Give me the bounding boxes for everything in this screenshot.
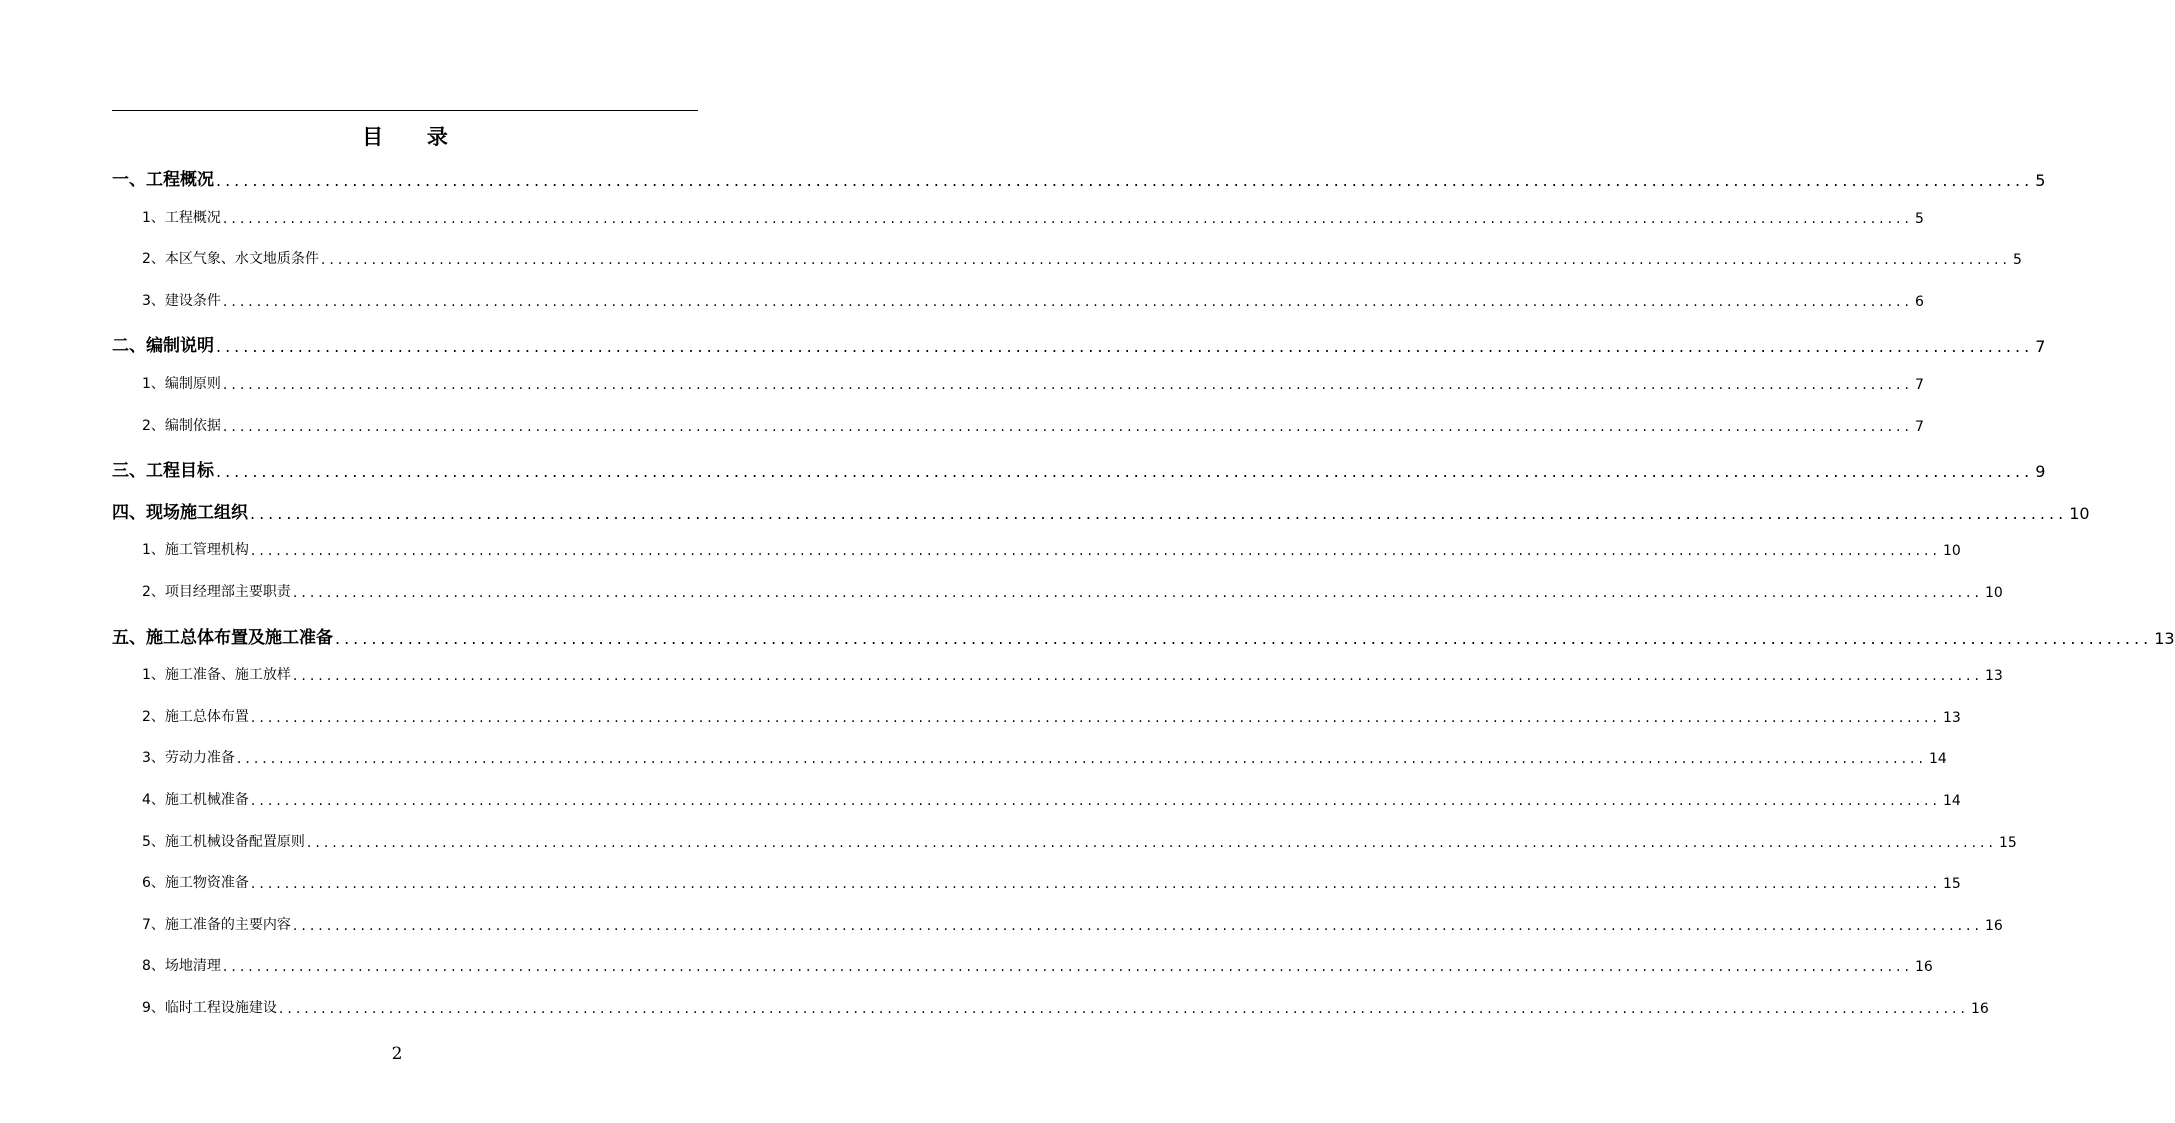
toc-chapter-entry[interactable] xyxy=(112,331,2046,357)
header-rule xyxy=(112,110,698,111)
toc-section-entry[interactable] xyxy=(142,664,2003,685)
toc-dot-leader: ........................................................................................................................................................................................................ xyxy=(222,377,1913,393)
toc-section-entry[interactable] xyxy=(142,789,1961,809)
toc-dot-leader: ........................................................................................................................................................................................................ xyxy=(222,959,1913,976)
toc-dot-leader: ........................................................................................................................................................................................................ xyxy=(250,709,1941,726)
toc-section-entry[interactable] xyxy=(142,747,1947,768)
toc-entry-label: 1、施工管理机构 xyxy=(142,542,249,559)
toc-chapter-entry[interactable] xyxy=(112,165,2046,190)
toc-dot-leader: ........................................................................................................................................................................................................ xyxy=(216,462,2034,482)
toc-section-entry[interactable] xyxy=(142,997,1989,1017)
toc-entry-page: 7 xyxy=(1914,377,1924,393)
toc-dot-leader: ........................................................................................................................................................................................................ xyxy=(292,668,1983,685)
toc-dot-leader: ........................................................................................................................................................................................................ xyxy=(222,418,1913,435)
toc-entry-page: 13 xyxy=(1942,709,1961,726)
toc-entry-page: 5 xyxy=(2035,171,2046,190)
toc-chapter-entry[interactable] xyxy=(112,623,2175,648)
toc-section-entry[interactable] xyxy=(142,872,1961,893)
toc-chapter-entry[interactable] xyxy=(112,498,2090,523)
toc-entry-label: 1、编制原则 xyxy=(142,376,221,392)
toc-section-entry[interactable] xyxy=(142,373,1924,393)
toc-dot-leader: ........................................................................................................................................................................................................ xyxy=(292,917,1983,934)
toc-entry-page: 6 xyxy=(1914,293,1924,310)
toc-entry-page: 16 xyxy=(1914,959,1933,976)
toc-entry-page: 7 xyxy=(1914,418,1924,435)
toc-entry-page: 7 xyxy=(2035,337,2046,357)
toc-entry-page: 15 xyxy=(1998,834,2017,851)
toc-dot-leader: ........................................................................................................................................................................................................ xyxy=(292,585,1983,601)
toc-entry-label: 1、工程概况 xyxy=(142,209,221,226)
toc-chapter-entry[interactable] xyxy=(112,456,2046,482)
toc-entry-page: 14 xyxy=(1942,793,1961,809)
page-number: 2 xyxy=(391,1044,403,1064)
toc-section-entry[interactable] xyxy=(142,914,2003,934)
toc-entry-label: 7、施工准备的主要内容 xyxy=(142,916,291,933)
toc-section-entry[interactable] xyxy=(142,581,2003,601)
toc-entry-label: 一、工程概况 xyxy=(112,170,214,190)
toc-entry-label: 二、编制说明 xyxy=(112,336,214,357)
toc-entry-label: 三、工程目标 xyxy=(112,461,214,482)
toc-dot-leader: ........................................................................................................................................................................................................ xyxy=(278,1001,1969,1017)
toc-entry-page: 14 xyxy=(1928,751,1947,768)
toc-entry-label: 四、现场施工组织 xyxy=(112,502,248,523)
toc-section-entry[interactable] xyxy=(142,248,2022,269)
toc-entry-label: 3、建设条件 xyxy=(142,292,221,309)
toc-dot-leader: ........................................................................................................................................................................................................ xyxy=(335,628,2153,648)
toc-title: 目 录 xyxy=(362,124,448,149)
toc-entry-page: 10 xyxy=(2069,503,2090,523)
toc-entry-label: 2、本区气象、水文地质条件 xyxy=(142,251,319,268)
toc-dot-leader: ........................................................................................................................................................................................................ xyxy=(250,876,1941,893)
toc-dot-leader: ........................................................................................................................................................................................................ xyxy=(236,751,1927,768)
toc-entry-page: 5 xyxy=(1914,210,1924,227)
toc-section-entry[interactable] xyxy=(142,539,1961,560)
toc-entry-label: 1、施工准备、施工放样 xyxy=(142,667,291,684)
toc-section-entry[interactable] xyxy=(142,290,1924,310)
toc-section-entry[interactable] xyxy=(142,955,1933,976)
toc-entry-label: 3、劳动力准备 xyxy=(142,750,235,767)
toc-entry-page: 9 xyxy=(2035,462,2046,482)
toc-entry-page: 13 xyxy=(2154,628,2175,648)
toc-dot-leader: ........................................................................................................................................................................................................ xyxy=(216,337,2034,357)
toc-section-entry[interactable] xyxy=(142,831,2017,851)
toc-entry-label: 2、编制依据 xyxy=(142,417,221,434)
toc-entry-page: 16 xyxy=(1970,1001,1989,1017)
toc-entry-label: 2、项目经理部主要职责 xyxy=(142,584,291,600)
toc-entry-page: 15 xyxy=(1942,876,1961,893)
toc-entry-label: 2、施工总体布置 xyxy=(142,708,249,725)
toc-section-entry[interactable] xyxy=(142,706,1961,726)
toc-dot-leader: ........................................................................................................................................................................................................ xyxy=(320,252,2011,269)
toc-section-entry[interactable] xyxy=(142,207,1924,227)
toc-entry-page: 5 xyxy=(2012,252,2022,269)
toc-entry-label: 五、施工总体布置及施工准备 xyxy=(112,627,333,648)
toc-dot-leader: ........................................................................................................................................................................................................ xyxy=(306,834,1997,851)
toc-section-entry[interactable] xyxy=(142,415,1924,435)
toc-entry-page: 16 xyxy=(1984,917,2003,934)
toc-entry-page: 13 xyxy=(1984,668,2003,685)
toc-entry-label: 5、施工机械设备配置原则 xyxy=(142,833,305,850)
toc-entry-label: 9、临时工程设施建设 xyxy=(142,1000,277,1016)
toc-entry-label: 6、施工物资准备 xyxy=(142,875,249,892)
toc-dot-leader: ........................................................................................................................................................................................................ xyxy=(216,171,2034,190)
toc-entry-page: 10 xyxy=(1984,585,2003,601)
toc-dot-leader: ........................................................................................................................................................................................................ xyxy=(222,210,1913,227)
toc-dot-leader: ........................................................................................................................................................................................................ xyxy=(250,543,1941,560)
toc-dot-leader: ........................................................................................................................................................................................................ xyxy=(250,503,2068,523)
toc-entry-label: 8、场地清理 xyxy=(142,958,221,975)
toc-dot-leader: ........................................................................................................................................................................................................ xyxy=(250,793,1941,809)
toc-entry-label: 4、施工机械准备 xyxy=(142,792,249,808)
toc-entry-page: 10 xyxy=(1942,543,1961,560)
toc-dot-leader: ........................................................................................................................................................................................................ xyxy=(222,293,1913,310)
